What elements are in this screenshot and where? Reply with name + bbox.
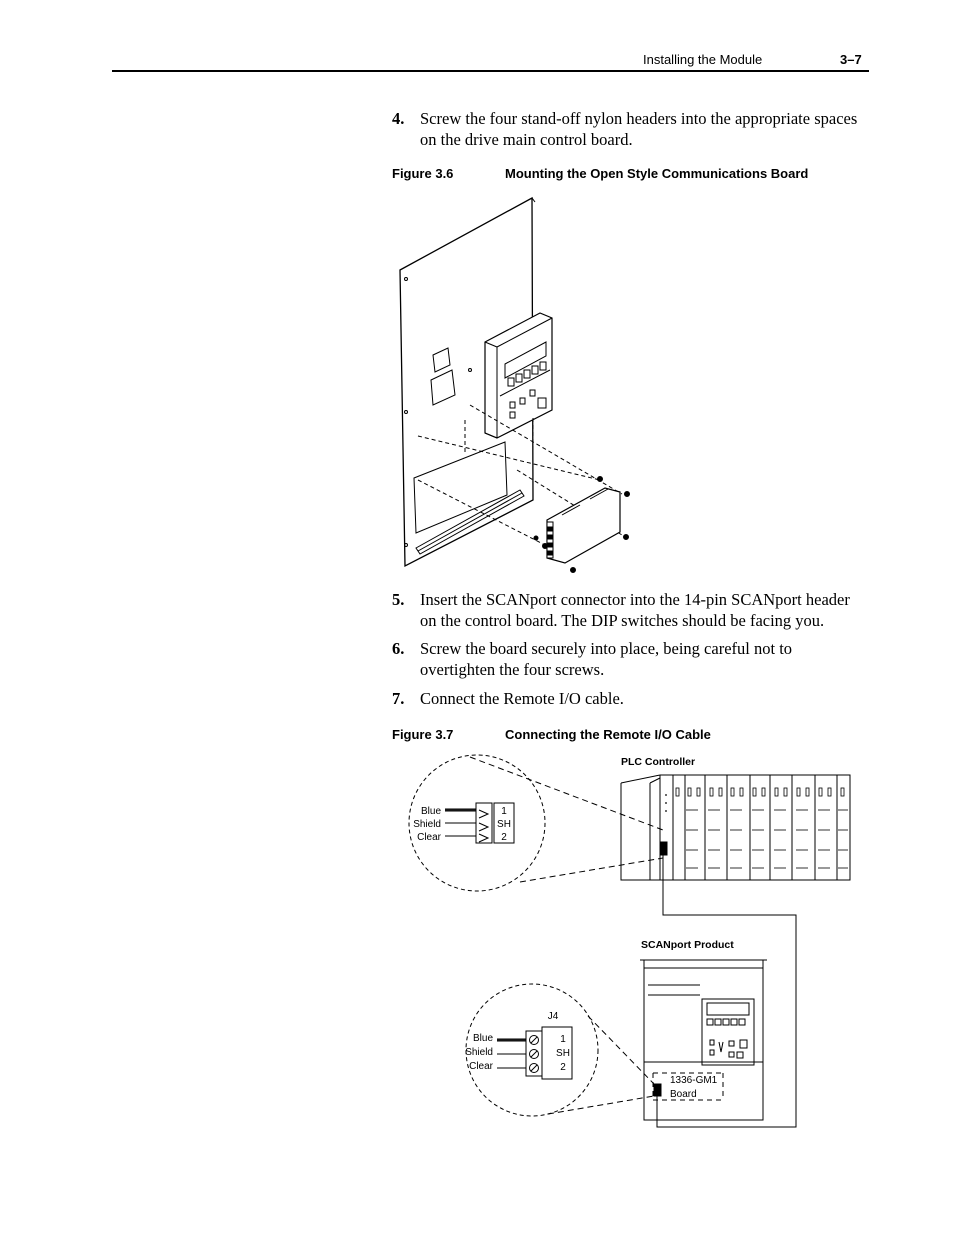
scanport-product-label: SCANport Product [641, 939, 734, 951]
page-number: 3–7 [840, 52, 862, 67]
top-wire-clear: Clear [417, 832, 441, 843]
step-6 [392, 638, 872, 682]
step-text: Screw the board securely into place, being careful not to overtighten the four screws. [420, 639, 793, 679]
connector-j4-label: J4 [547, 1011, 559, 1022]
board-label-model: 1336-GM1 [670, 1075, 718, 1086]
figure-3-7-caption: Connecting the Remote I/O Cable [505, 727, 711, 742]
running-header-title: Installing the Module [643, 52, 763, 67]
step-5 [392, 589, 872, 633]
scanport-drive [640, 960, 767, 1120]
remote-io-cable [657, 855, 796, 1127]
step-number: 5. [392, 590, 405, 609]
top-wire-blue: Blue [420, 806, 441, 817]
board-label-board: Board [670, 1089, 697, 1100]
figure-3-6-illustration [395, 195, 645, 580]
step-text: Screw the four stand-off nylon headers into the appropriate spaces on the drive main control board. [420, 109, 858, 149]
bottom-terminal-sh: SH [556, 1048, 570, 1059]
figure-3-6-caption: Mounting the Open Style Communications Board [505, 166, 809, 181]
step-7 [392, 688, 872, 710]
figure-3-7-illustration [400, 748, 860, 1133]
step-number: 7. [392, 689, 405, 708]
communications-board [547, 488, 620, 563]
top-terminal-2: 2 [501, 832, 507, 843]
step-4 [392, 108, 872, 152]
step-text: Connect the Remote I/O cable. [420, 689, 624, 708]
bottom-wire-clear: Clear [469, 1061, 493, 1072]
plc-controller-label: PLC Controller [621, 756, 696, 768]
header-rule [112, 70, 869, 72]
bottom-terminal-2: 2 [560, 1062, 566, 1073]
step-number: 4. [392, 109, 405, 128]
bottom-terminal-1: 1 [560, 1034, 566, 1045]
top-terminal-block [476, 803, 492, 843]
bottom-wire-shield: Shield [465, 1047, 493, 1058]
top-wire-shield: Shield [413, 819, 441, 830]
top-terminal-sh: SH [497, 819, 511, 830]
bottom-wire-blue: Blue [472, 1033, 493, 1044]
figure-3-6-number: Figure 3.6 [392, 166, 454, 181]
figure-3-7-number: Figure 3.7 [392, 727, 454, 742]
step-number: 6. [392, 639, 405, 658]
plc-chassis [621, 775, 850, 880]
step-text: Insert the SCANport connector into the 14-pin SCANport header on the control board. The DIP switches should be facing you. [420, 590, 850, 630]
top-terminal-1: 1 [501, 806, 507, 817]
